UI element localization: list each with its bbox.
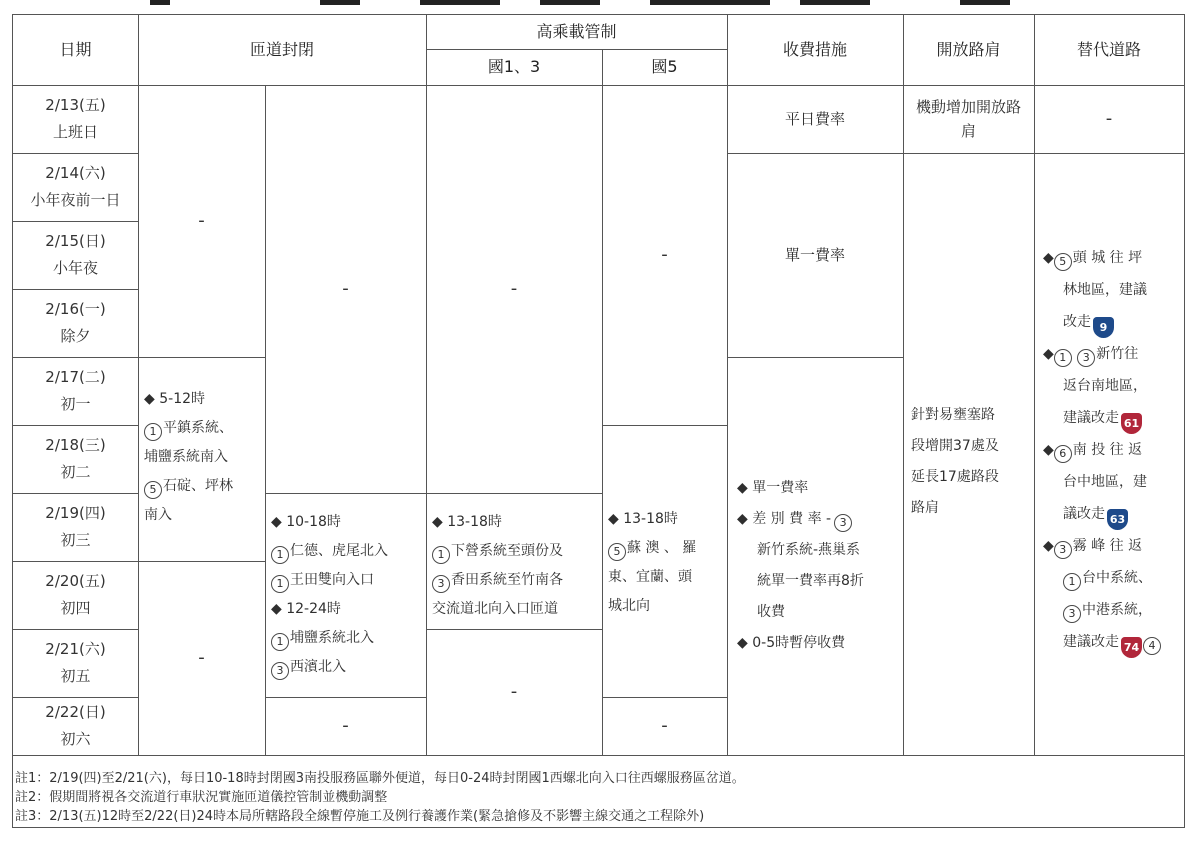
shoulder-main-block: 針對易壅塞路 段增開37處及 延長17處路段 路肩 [911, 407, 999, 516]
header-hov-freeway-5: 國5 [651, 57, 678, 76]
empty-dash: - [661, 244, 668, 265]
footnote: 註2：假期間將視各交流道行車狀況實施匝道儀控管制並機動調整 [15, 790, 388, 805]
provincial-highway-shield-icon: 74 [1121, 637, 1142, 658]
date-cell: 2/13(五) 上班日 [45, 96, 106, 141]
ramp-closure-block-a: ◆ 5-12時 1 平鎮系統、 埔鹽系統南入 5 石碇、坪林 南入 [144, 391, 233, 523]
freeway-route-badge: 3 [271, 662, 289, 680]
freeway-route-badge: 1 [271, 575, 289, 593]
hov-freeway-5-block: ◆ 13-18時 5 蘇 澳 、 羅 東、宜蘭、頭 城北向 [608, 511, 697, 614]
date-cell: 2/19(四) 初三 [45, 504, 106, 549]
header-ramp-closure: 匝道封閉 [249, 40, 314, 59]
traffic-measures-table [12, 14, 1185, 828]
freeway-route-badge: 5 [1054, 253, 1072, 271]
hov-freeway-1-3-block: ◆ 13-18時 1 下營系統至頭份及 3 香田系統至竹南各 交流道北向入口匝道 [432, 514, 563, 617]
toll-holiday-block: ◆ 單一費率 ◆ 差 別 費 率 - 3 新竹系統-燕巢系 統單一費率再8折 收費 ◆ 0-5時暫停收費 [737, 480, 864, 651]
freeway-route-badge: 6 [1054, 445, 1072, 463]
footnotes [15, 769, 1175, 826]
cropped-title-strip [0, 0, 1200, 10]
provincial-highway-shield-icon: 61 [1121, 413, 1142, 434]
provincial-highway-shield-icon: 9 [1093, 317, 1114, 338]
freeway-route-badge: 1 [271, 546, 289, 564]
empty-dash: - [661, 715, 668, 736]
shoulder-mobile-open: 機動增加開放路肩 [915, 98, 1021, 140]
date-cell: 2/16(一) 除夕 [45, 300, 106, 345]
empty-dash: - [1105, 108, 1113, 129]
freeway-route-badge: 5 [144, 481, 162, 499]
freeway-route-badge: 4 [1143, 637, 1161, 655]
freeway-route-badge: 1 [271, 633, 289, 651]
freeway-route-badge: 3 [432, 575, 450, 593]
date-cell: 2/21(六) 初五 [45, 640, 106, 685]
empty-dash: - [198, 647, 205, 668]
toll-weekday-rate: 平日費率 [784, 110, 845, 128]
freeway-route-badge: 3 [834, 514, 852, 532]
header-shoulder: 開放路肩 [936, 40, 1001, 59]
date-cell: 2/20(五) 初四 [45, 572, 106, 617]
header-hov-freeway-1-3: 國1、3 [487, 57, 541, 76]
header-hov: 高乘載管制 [536, 22, 617, 41]
footnote: 註3：2/13(五)12時至2/22(日)24時本局所轄路段全線暫停施工及例行養護作業(緊急搶修及不影響主線交通之工程除外) [15, 809, 705, 824]
empty-dash: - [510, 278, 518, 299]
freeway-route-badge: 1 [432, 546, 450, 564]
freeway-route-badge: 1 [1054, 349, 1072, 367]
empty-dash: - [510, 681, 518, 702]
freeway-route-badge: 3 [1054, 541, 1072, 559]
freeway-route-badge: 3 [1063, 605, 1081, 623]
date-cell: 2/14(六) 小年夜前一日 [30, 164, 121, 209]
freeway-route-badge: 3 [1077, 349, 1095, 367]
header-alternative-road: 替代道路 [1076, 40, 1141, 59]
freeway-route-badge: 1 [1063, 573, 1081, 591]
date-cell: 2/17(二) 初一 [45, 368, 106, 413]
provincial-highway-shield-icon: 63 [1107, 509, 1128, 530]
header-toll: 收費措施 [782, 40, 847, 59]
footnote: 註1：2/19(四)至2/21(六)，每日10-18時封閉國3南投服務區聯外便道，每日0-24時封閉國1西螺北向入口往西螺服務區岔道。 [15, 771, 745, 786]
empty-dash: - [342, 278, 349, 299]
empty-dash: - [342, 715, 349, 736]
alternative-road-block: ◆ 5 頭 城 往 坪 林地區，建議 改走 9 ◆ 1 3 新竹往 返台南地區， 建議改走 61 ◆ 6 南 投 往 返 台中地區，建 議改走 63 ◆ 3 霧 峰 往 返 1 台中系統、 3 中港系統， 建議改走 74 4 [1043, 242, 1181, 658]
header-date: 日期 [59, 40, 92, 59]
ramp-closure-block-b: ◆ 10-18時 1 仁德、虎尾北入 1 王田雙向入口 ◆ 12-24時 1 埔鹽系統北入 3 西濱北入 [271, 508, 423, 682]
freeway-route-badge: 5 [608, 543, 626, 561]
date-cell: 2/18(三) 初二 [45, 436, 106, 481]
freeway-route-badge: 1 [144, 423, 162, 441]
toll-single-rate: 單一費率 [784, 246, 845, 264]
empty-dash: - [198, 210, 205, 231]
date-cell: 2/22(日) 初六 [45, 703, 106, 748]
date-cell: 2/15(日) 小年夜 [45, 232, 106, 277]
